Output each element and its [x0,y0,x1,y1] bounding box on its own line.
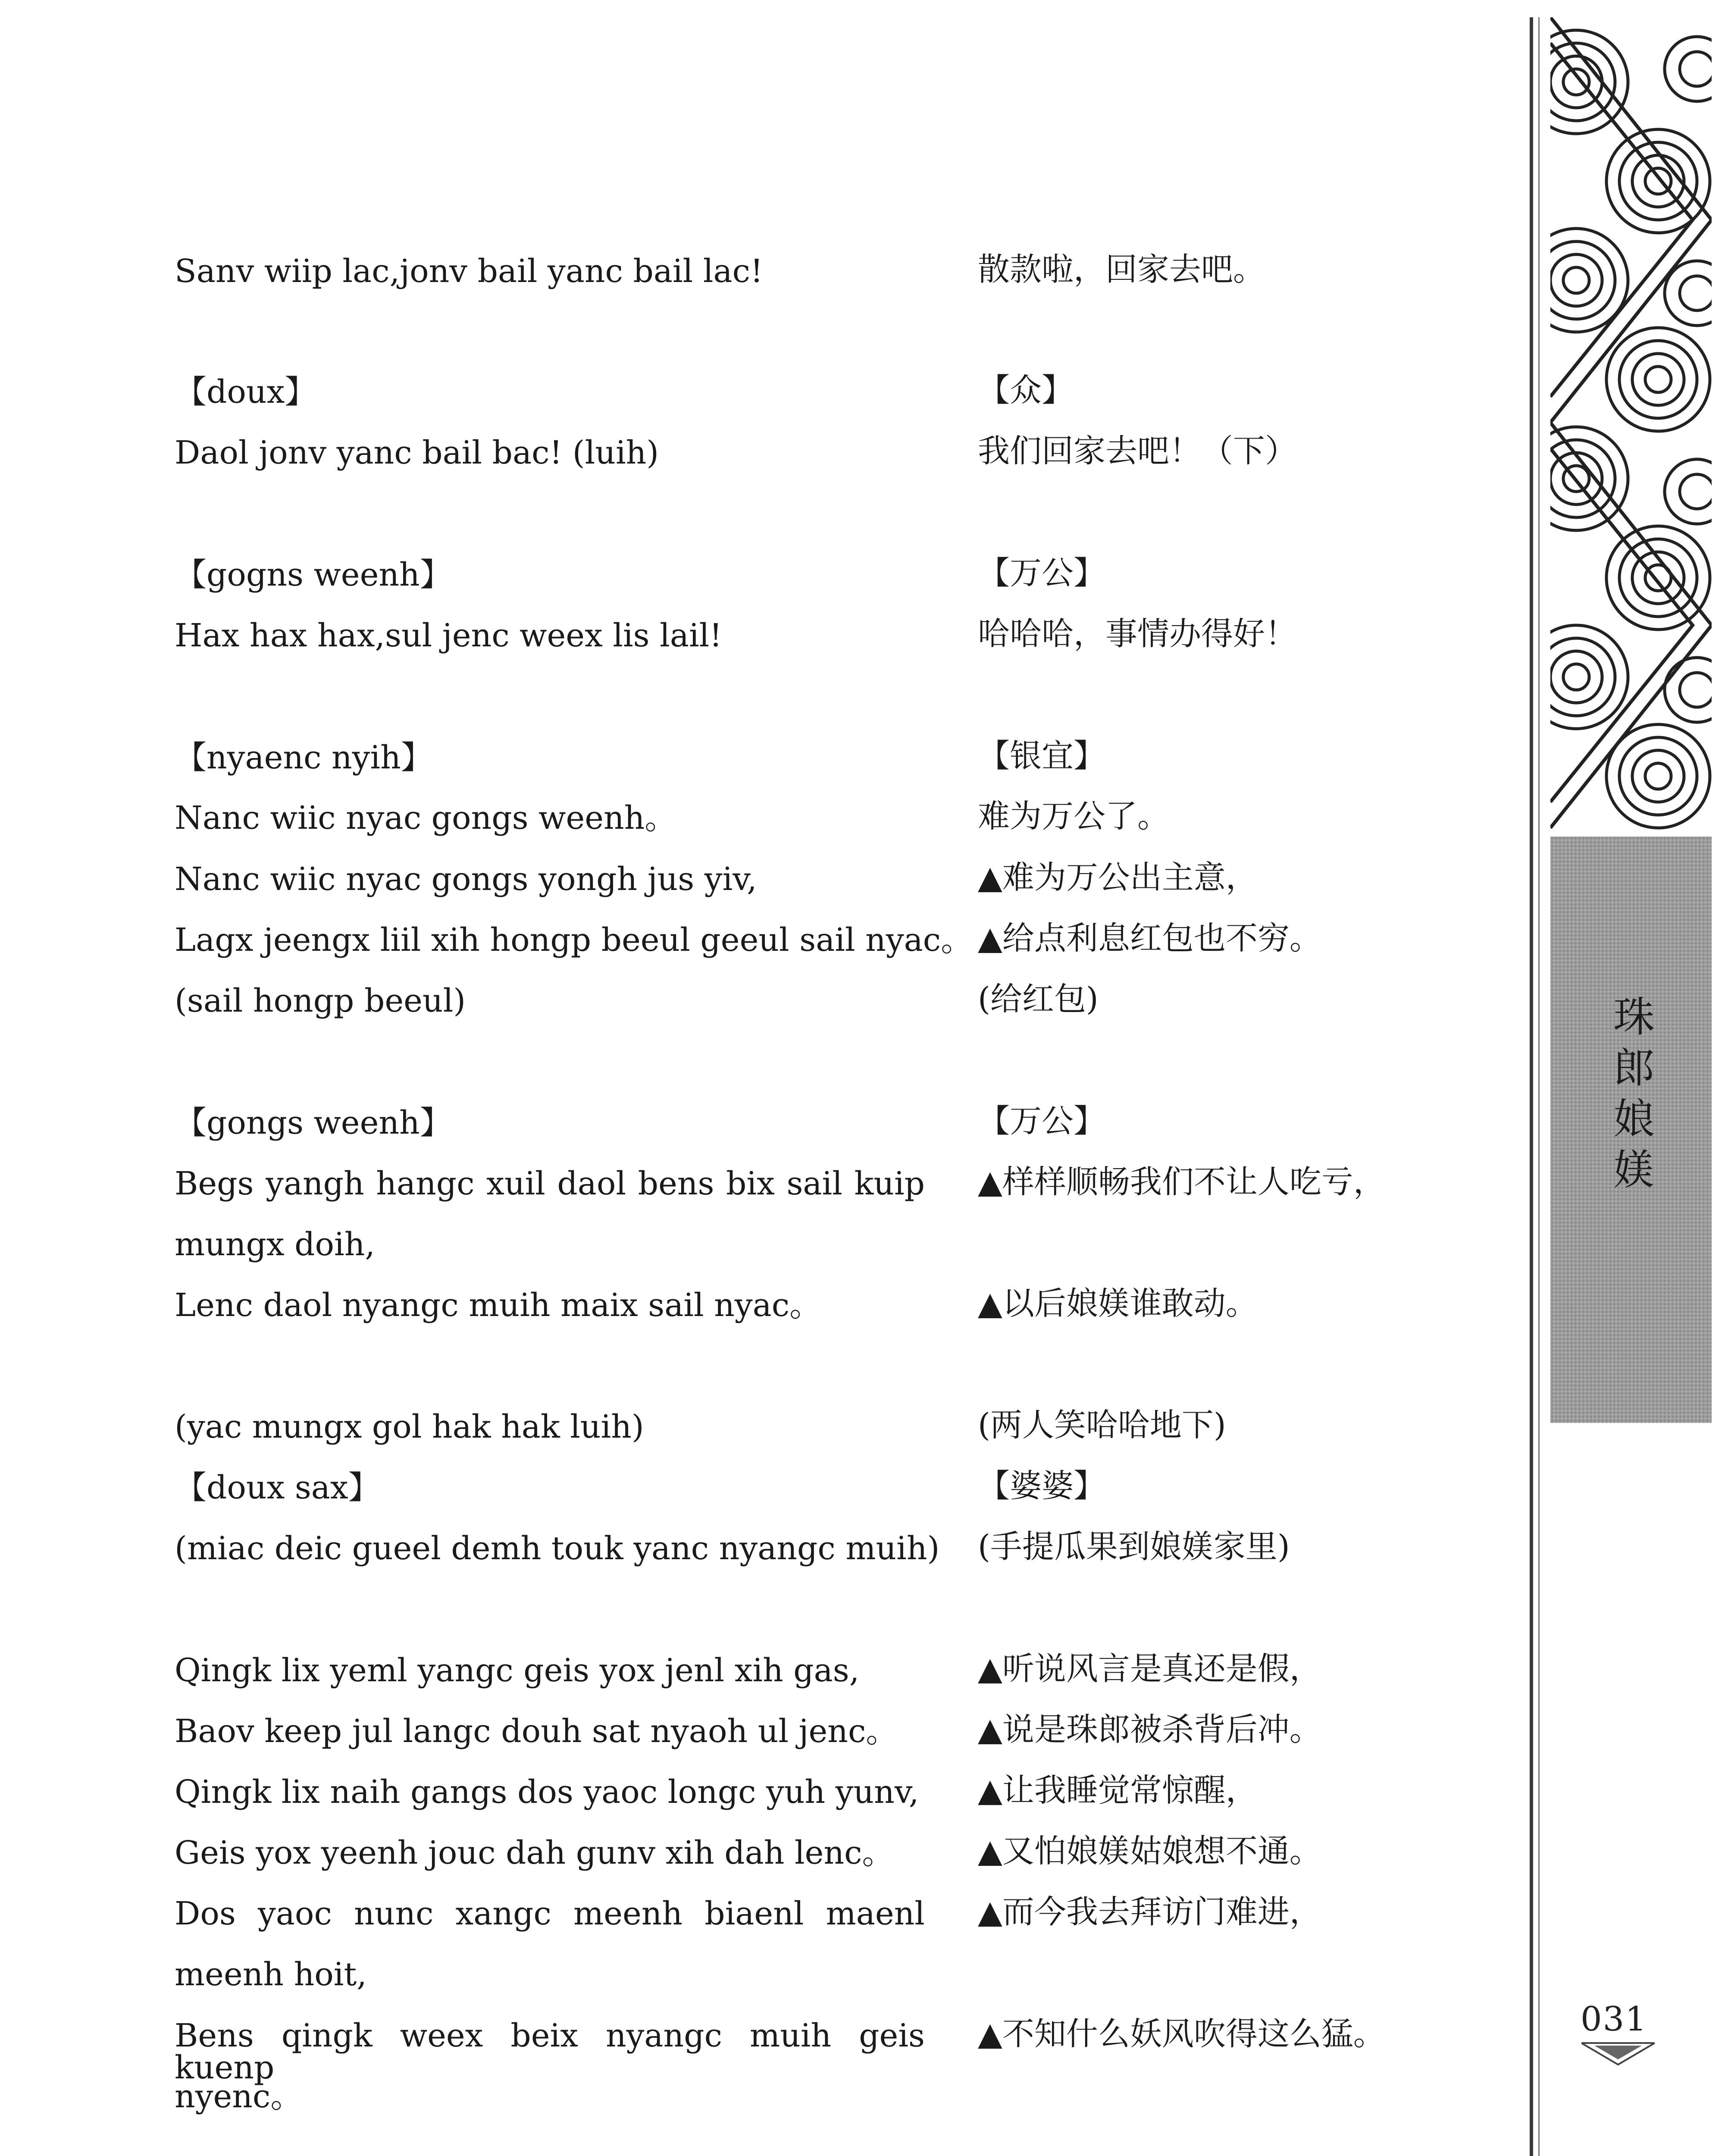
text-line: Begs yangh hangc xuil daol bens bix sail kuip [175,1165,925,1202]
text-line: Hax hax hax,sul jenc weex lis lail! [175,617,723,654]
text-line: Lenc daol nyangc muih maix sail nyac。 [175,1287,822,1324]
text-line: Nanc wiic nyac gongs yongh jus yiv, [175,861,757,898]
translation-line: ▲让我睡觉常惊醒， [978,1772,1258,1809]
cloud-pattern-ornament [1550,17,1712,837]
speaker-tag: 【doux sax】 [175,1469,380,1506]
stage-direction-cn: (手提瓜果到娘媄家里) [978,1528,1290,1565]
translation-line: ▲听说风言是真还是假， [978,1650,1321,1687]
text-line: Baov keep jul langc douh sat nyaoh ul jenc。 [175,1713,898,1750]
translation-line: ▲以后娘媄谁敢动。 [978,1285,1258,1322]
text-line: Bens qingk weex beix nyangc muih geis kuenp [175,2017,925,2086]
stage-direction: (sail hongp beeul) [175,982,466,1019]
translation-line: 散款啦，回家去吧。 [978,251,1265,288]
stage-direction-cn: (两人笑哈哈地下) [978,1407,1226,1444]
translation-line: ▲而今我去拜访门难进， [978,1893,1321,1930]
speaker-tag: 【nyaenc nyih】 [175,739,433,776]
stage-direction: (yac mungx gol hak hak luih) [175,1408,644,1445]
text-line: Dos yaoc nunc xangc meenh biaenl maenl [175,1895,925,1932]
stage-direction: (miac deic gueel demh touk yanc nyangc muih) [175,1530,940,1567]
speaker-tag-cn: 【万公】 [978,1103,1105,1140]
speaker-tag: 【doux】 [175,373,317,411]
translation-line: ▲样样顺畅我们不让人吃亏， [978,1163,1385,1200]
translation-line: 难为万公了。 [978,798,1169,835]
text-line: nyenc。 [175,2078,303,2115]
stage-direction-cn: (给红包) [978,981,1099,1018]
speaker-tag: 【gongs weenh】 [175,1104,452,1141]
text-line: Sanv wiip lac,jonv bail yanc bail lac! [175,253,763,290]
text-line: meenh hoit, [175,1956,367,1993]
text-line: Qingk lix naih gangs dos yaoc longc yuh yunv, [175,1774,919,1811]
margin-rule [1530,17,1533,2156]
translation-line: ▲说是珠郎被杀背后冲。 [978,1711,1321,1748]
text-line: Daol jonv yanc bail bac! (luih) [175,434,659,471]
speaker-tag: 【gogns weenh】 [175,556,452,593]
speaker-tag-cn: 【众】 [978,372,1074,409]
translation-line: ▲给点利息红包也不穷。 [978,920,1321,957]
text-line: Lagx jeengx liil xih hongp beeul geeul sail nyac。 [175,921,973,959]
page-number-ornament [1581,2040,1655,2065]
speaker-tag-cn: 【婆婆】 [978,1467,1105,1504]
text-line: Nanc wiic nyac gongs weenh。 [175,799,677,837]
page-number: 031 [1581,2000,1647,2039]
text-line: Qingk lix yeml yangc geis yox jenl xih gas, [175,1652,860,1689]
translation-line: ▲又怕娘媄姑娘想不通。 [978,1833,1321,1870]
speaker-tag-cn: 【万公】 [978,555,1105,592]
text-line: Geis yox yeenh jouc dah gunv xih dah lenc。 [175,1834,894,1871]
translation-line: 哈哈哈，事情办得好！ [978,615,1297,652]
margin-rule-thin [1538,17,1540,2156]
speaker-tag-cn: 【银宜】 [978,737,1105,774]
text-line: mungx doih, [175,1226,375,1263]
side-title: 珠郎娘媄 [1613,993,1655,1194]
translation-line: ▲不知什么妖风吹得这么猛。 [978,2015,1385,2053]
translation-line: 我们回家去吧！（下） [978,432,1297,470]
translation-line: ▲难为万公出主意， [978,859,1258,896]
